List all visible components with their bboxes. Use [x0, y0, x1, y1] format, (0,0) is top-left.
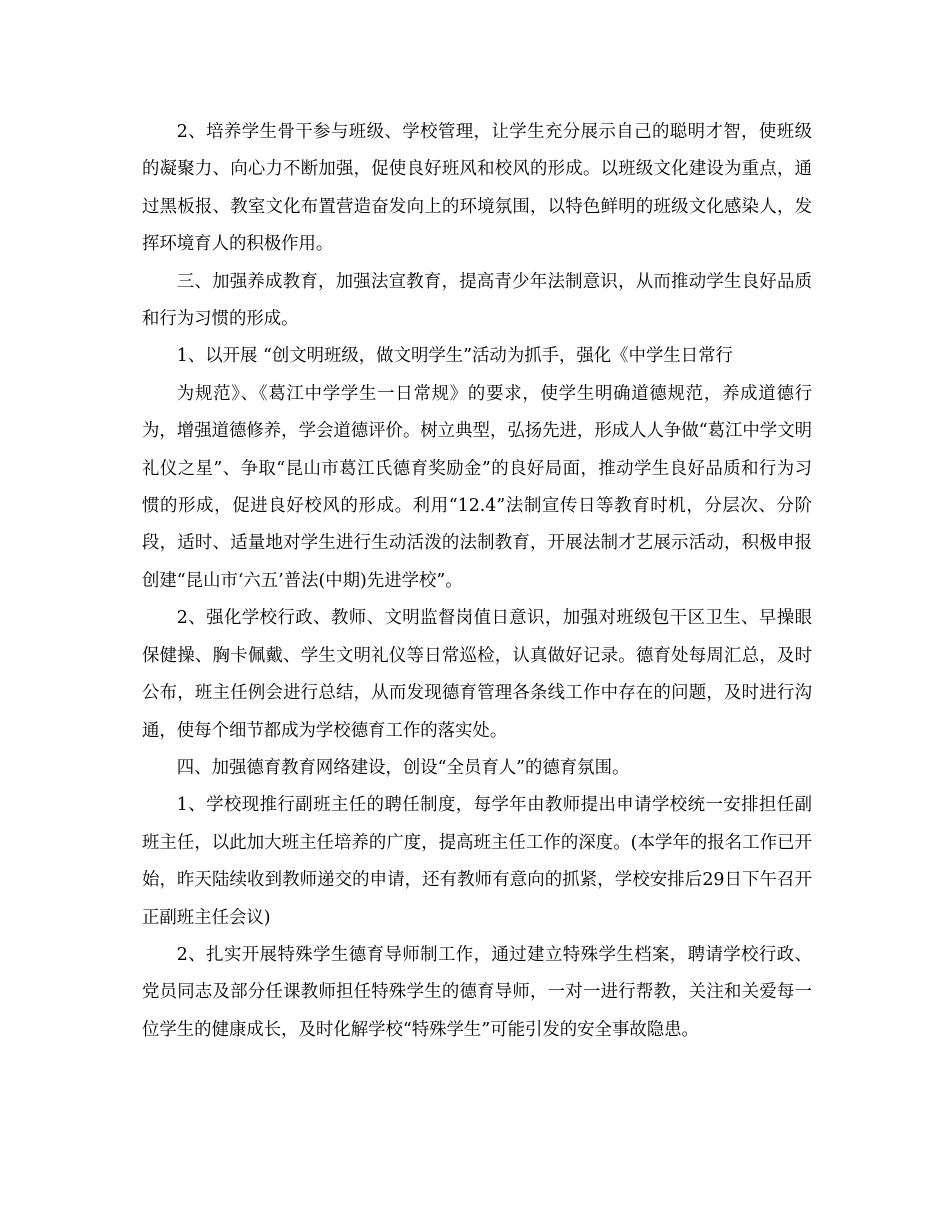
paragraph-civilized-class-activity: 1、以开展 “创文明班级，做文明学生”活动为抓手，强化《中学生日常行 — [176, 346, 733, 367]
paragraph-civilized-class-activity-continued: 为规范》、《葛江中学学生一日常规》的要求，使学生明确道德规范，养成道德行为，增强道德修养，学会道德评价。树立典型，弘扬先进，形成人人争做“葛江中学文明礼仪之星”、争取“昆山市葛江氏德育奖励金”的良好局面，推动学生良好品质和行为习惯的形成，促进良好校风的形成。利用“12.4”法制宣传日等教育时机，分层次、分阶段，适时、适量地对学生进行生动活泼的法制教育，开展法制才艺展示活动，积极申报创建“昆山市‘六五’普法(中期)先进学校”。 — [142, 383, 812, 591]
heading-section-four: 四、加强德育教育网络建设，创设“全员育人”的德育氛围。 — [176, 757, 630, 778]
document-body — [142, 114, 812, 1049]
paragraph-cultivate-student-leaders: 2、培养学生骨干参与班级、学校管理，让学生充分展示自己的聪明才智，使班级的凝聚力、向心力不断加强，促使良好班风和校风的形成。以班级文化建设为重点，通过黑板报、教室文化布置营造奋发向上的环境氛围，以特色鲜明的班级文化感染人，发挥环境育人的积极作用。 — [142, 122, 812, 255]
paragraph-duty-awareness: 2、强化学校行政、教师、文明监督岗值日意识，加强对班级包干区卫生、早操眼保健操、胸卡佩戴、学生文明礼仪等日常巡检，认真做好记录。德育处每周汇总，及时公布，班主任例会进行总结，从而发现德育管理各条线工作中存在的问题，及时进行沟通，使每个细节都成为学校德育工作的落实处。 — [142, 608, 812, 741]
paragraph-special-student-mentoring: 2、扎实开展特殊学生德育导师制工作，通过建立特殊学生档案，聘请学校行政、党员同志及部分任课教师担任特殊学生的德育导师，一对一进行帮教，关注和关爱每一位学生的健康成长，及时化解学校“特殊学生”可能引发的安全事故隐患。 — [142, 944, 812, 1040]
paragraph-deputy-class-teacher: 1、学校现推行副班主任的聘任制度，每学年由教师提出申请学校统一安排担任副班主任，以此加大班主任培养的广度，提高班主任工作的深度。(本学年的报名工作已开始，昨天陆续收到教师递交的申请，还有教师有意向的抓紧，学校安排后29日下午召开正副班主任会议) — [142, 795, 812, 928]
heading-section-three: 三、加强养成教育，加强法宣教育，提高青少年法制意识，从而推动学生良好品质和行为习惯的形成。 — [142, 271, 812, 330]
